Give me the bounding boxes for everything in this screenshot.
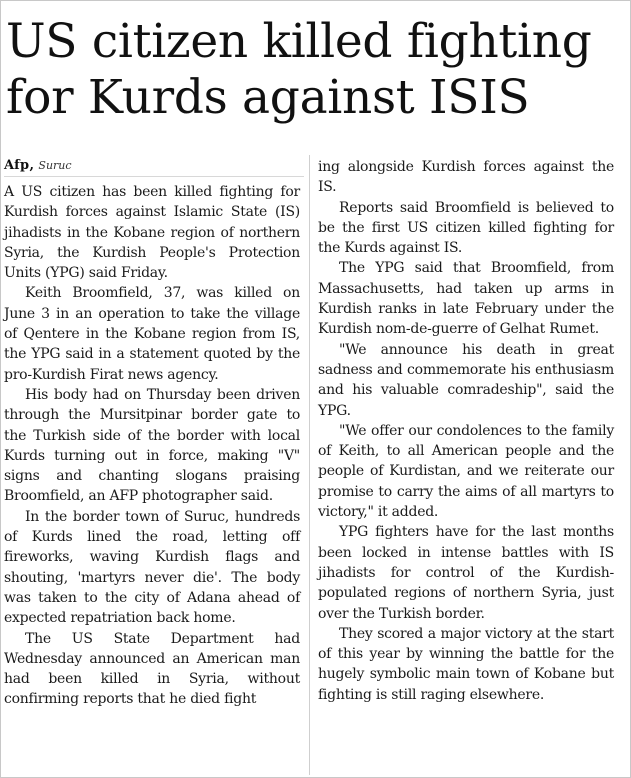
right-column xyxy=(318,157,614,705)
headline: US citizen killed fighting for Kurds against ISIS xyxy=(6,14,592,125)
paragraph: YPG fighters have for the last months been locked in intense battles with IS jihadists for control of the Kurdish-populated regions of northern Syria, just over the Turkish border. xyxy=(318,524,614,622)
paragraph: His body had on Thursday been driven through the Mursitpinar border gate to the Turkish side of the border with local Kurds turning out in force, making "V" signs and chanting slogans praising Broomfield, an AFP photographer said. xyxy=(4,386,300,505)
paragraph: The YPG said that Broomfield, from Massachusetts, had taken up arms in Kurdish ranks in late February under the Kurdish nom-de-guerre of Gelhat Rumet. xyxy=(318,260,614,338)
byline-agency: Afp, xyxy=(4,158,35,173)
paragraph: "We offer our condolences to the family of Keith, to all American people and the people of Kurdistan, and we reiterate our promise to carry the aims of all martyrs to victory," it added. xyxy=(318,422,614,521)
byline xyxy=(4,157,72,175)
byline-dateline: Suruc xyxy=(38,159,72,172)
byline-rule xyxy=(4,176,304,177)
left-column xyxy=(4,182,300,710)
paragraph: A US citizen has been killed fighting for Kurdish forces against Islamic State (IS) jihadists in the Kobane region of northern Syria, the Kurdish People's Protection Units (YPG) said Friday. xyxy=(4,184,300,282)
paragraph: They scored a major victory at the start of this year by winning the battle for the hugely symbolic main town of Kobane but fighting is still raging elsewhere. xyxy=(318,625,614,703)
paragraph: ing alongside Kurdish forces against the IS. xyxy=(318,159,614,196)
paragraph: In the border town of Suruc, hundreds of Kurds lined the road, letting off fireworks, waving Kurdish flags and shouting, 'martyrs never die'. The body was taken to the city of Adana ahead of expected repatriation back home. xyxy=(4,508,300,627)
column-divider xyxy=(309,155,310,775)
paragraph: The US State Department had Wednesday announced an American man had been killed in Syria, without confirming reports that he died fight xyxy=(4,630,300,708)
paragraph: "We announce his death in great sadness and commemorate his enthusiasm and his valuable comradeship", said the YPG. xyxy=(318,341,614,419)
paragraph: Keith Broomfield, 37, was killed on June 3 in an operation to take the village of Qentere in the Kobane region from IS, the YPG said in a statement quoted by the pro-Kurdish Firat news agency. xyxy=(4,285,300,383)
paragraph: Reports said Broomfield is believed to be the first US citizen killed fighting for the Kurds against IS. xyxy=(318,199,614,257)
